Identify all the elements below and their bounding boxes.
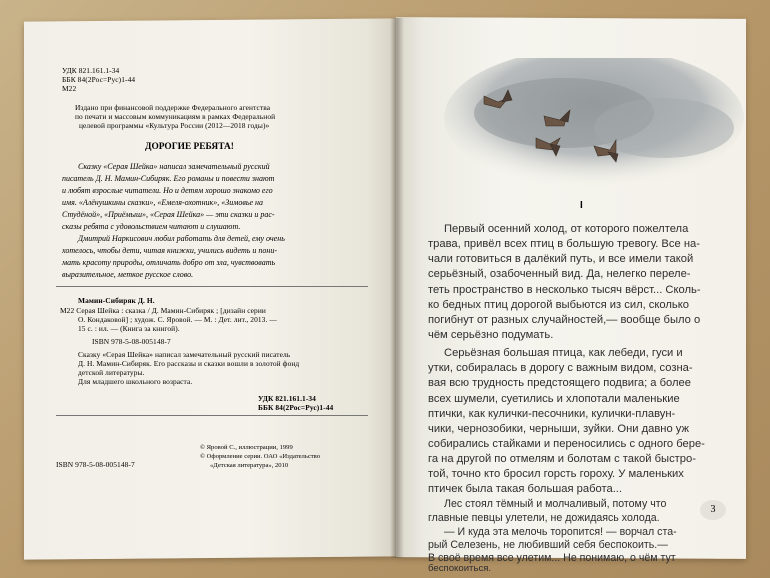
intro-line: Дмитрий Наркисович любил работать для детей, ему очень bbox=[78, 234, 285, 243]
story-line: ко бедных птиц дорогой выбьются из сил, сколько bbox=[428, 299, 689, 311]
funding-line: целевой программы «Культура России (2012—2018 годы)» bbox=[79, 121, 270, 130]
story-line: беспокоиться. bbox=[428, 563, 492, 574]
story-line: серьёзный, озабоченный вид. Да, нелегко переле- bbox=[428, 268, 691, 280]
page-number-text: 3 bbox=[710, 504, 716, 515]
story-line: всех шумели, суетились и хлопотали маленькие bbox=[428, 393, 680, 405]
copyright-line: «Детская литература», 2010 bbox=[210, 462, 289, 469]
story-line: вая всю трудность предстоящего подвига; а более bbox=[428, 377, 691, 389]
page-number bbox=[700, 500, 726, 520]
intro-line: Студёной», «Приёмыш», «Серая Шейка» — эти сказки и рас- bbox=[62, 210, 275, 219]
annotation-line: детской литературы. bbox=[78, 368, 145, 377]
annotation-line: Д. Н. Мамин-Сибиряк. Его рассказы и сказки вошли в золотой фонд bbox=[78, 359, 300, 368]
story-line: В своё время все улетим... Не понимаю, о чём тут bbox=[428, 552, 676, 564]
intro-line: выразительное, меткое русское слово. bbox=[62, 270, 194, 279]
story-line: Лес стоял тёмный и молчаливый, потому что bbox=[444, 498, 667, 510]
catalog-line: О. Кондаковой] ; худож. С. Яровой. — М. : Дет. лит., 2013. — bbox=[78, 315, 277, 324]
story-line: чики, чернозобики, черныши, зуйки. Они давно уж bbox=[428, 423, 690, 435]
story-line: трава, привёл всех птиц в большую тревогу. Все на- bbox=[428, 238, 700, 250]
intro-line: сказы ребята с удовольствием читают и слушают. bbox=[62, 222, 241, 231]
udk-code: УДК 821.161.1-34 bbox=[62, 66, 120, 75]
story-line: теть пространство в несколько тысяч вёрст... Сколь- bbox=[428, 284, 701, 296]
story-line: собирались стайками и переносились с одного бере- bbox=[428, 438, 705, 450]
intro-line: имя. «Алёнушкины сказки», «Емеля-охотник», «Зимовье на bbox=[62, 198, 263, 207]
chapter-number: I bbox=[580, 200, 583, 211]
funding-line: по печати и массовым коммуникациям в рамках Федеральной bbox=[75, 112, 276, 121]
intro-line: хотелось, чтобы дети, читая книжки, учились видеть и пони- bbox=[62, 246, 278, 255]
story-line: Серьёзная большая птица, как лебеди, гуси и bbox=[444, 347, 683, 359]
left-page bbox=[24, 18, 396, 559]
copyright-line: © Оформление серии. ОАО «Издательство bbox=[200, 453, 321, 460]
isbn-inner: ISBN 978-5-08-005148-7 bbox=[92, 337, 171, 346]
author-heading: Мамин-Сибиряк Д. Н. bbox=[78, 296, 155, 305]
intro-line: мать красоту природы, отличать добро от зла, чувствовать bbox=[62, 258, 276, 267]
catalog-line: М22 Серая Шейка : сказка / Д. Мамин-Сибиряк ; [дизайн серии bbox=[60, 306, 266, 315]
copyright-line: © Яровой С., иллюстрации, 1999 bbox=[200, 444, 293, 451]
story-line: птички, как кулички-песочники, кулички-плавун- bbox=[428, 408, 676, 420]
catalog-mark: М22 bbox=[62, 84, 77, 93]
section-divider bbox=[56, 286, 368, 287]
annotation-line: Сказку «Серая Шейка» написал замечательный русский писатель bbox=[78, 350, 291, 359]
intro-line: и любят взрослые читатели. Но и детям хорошо знакомо его bbox=[62, 186, 273, 195]
funding-line: Издано при финансовой поддержке Федерального агентства bbox=[75, 103, 271, 112]
story-line: чём серьёзно подумать. bbox=[428, 329, 554, 341]
flying-birds-illustration bbox=[444, 58, 744, 208]
story-line: Первый осенний холод, от которого пожелтела bbox=[444, 223, 689, 235]
book-gutter bbox=[390, 18, 404, 558]
story-line: погибнут от разных случайностей,— вообще было о bbox=[428, 314, 701, 326]
intro-line: писатель Д. Н. Мамин-Сибиряк. Его романы и повести знают bbox=[62, 174, 275, 183]
bbk-code: ББК 84(2Рос=Рус)1-44 bbox=[62, 75, 136, 84]
story-line: той, точно кто бросил горсть гороху. У маленьких bbox=[428, 468, 684, 480]
catalog-line: 15 с. : ил. — (Книга за книгой). bbox=[78, 324, 180, 333]
udk-code-2: УДК 821.161.1-34 bbox=[258, 394, 316, 403]
story-line: птичек была такая большая работа... bbox=[428, 483, 623, 495]
section-divider bbox=[56, 415, 368, 416]
story-line: утки, собиралась в дорогу с важным видом, созна- bbox=[428, 362, 693, 374]
story-line: — И куда эта мелочь торопится! — ворчал ста- bbox=[444, 526, 677, 538]
story-line: га на другой по отмелям и болотам с такой быстро- bbox=[428, 453, 696, 465]
story-line: чали готовиться в далёкий путь, и все имели такой bbox=[428, 253, 694, 265]
isbn-bottom: ISBN 978-5-08-005148-7 bbox=[56, 460, 135, 469]
annotation-line: Для младшего школьного возраста. bbox=[78, 377, 193, 386]
story-line: главные певцы улетели, не дожидаясь холода. bbox=[428, 512, 660, 524]
intro-line: Сказку «Серая Шейка» написал замечательный русский bbox=[78, 162, 270, 171]
bbk-code-2: ББК 84(2Рос=Рус)1-44 bbox=[258, 403, 334, 412]
story-line: рый Селезень, не любивший себя беспокоить.— bbox=[428, 539, 668, 551]
greeting-heading: ДОРОГИЕ РЕБЯТА! bbox=[145, 142, 234, 152]
